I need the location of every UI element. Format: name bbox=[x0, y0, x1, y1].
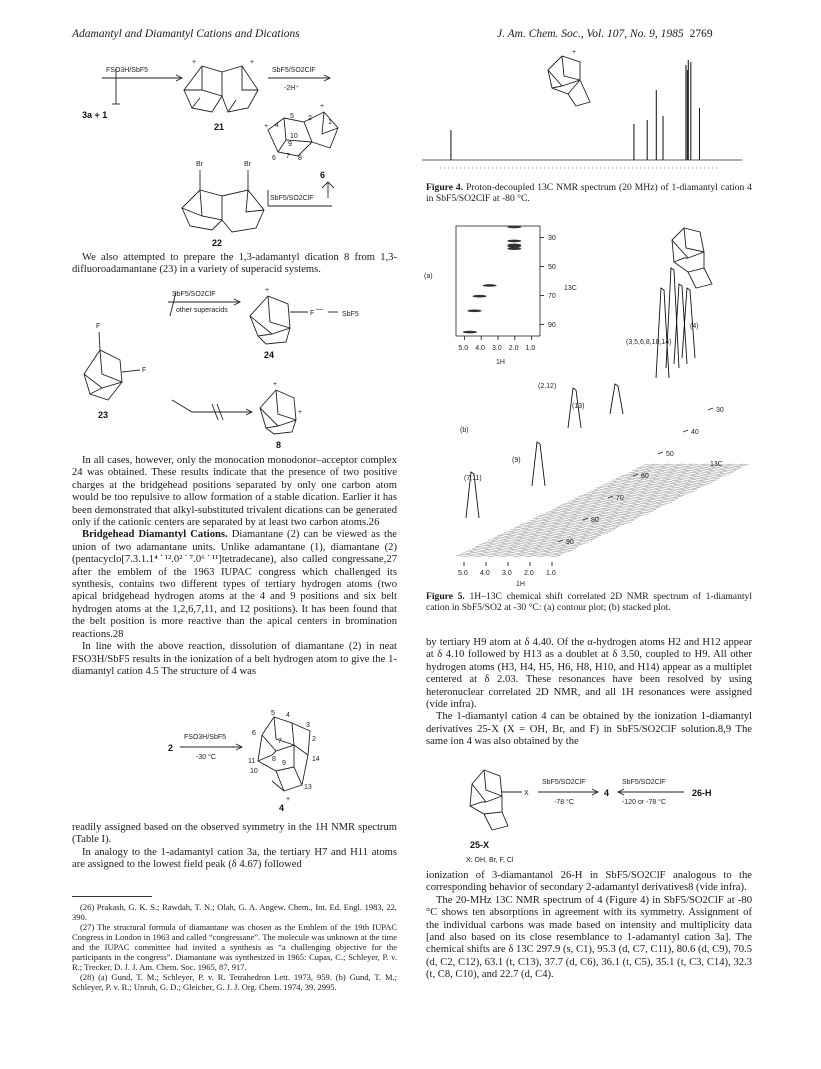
svg-text:6: 6 bbox=[252, 730, 256, 737]
text-para-f: In analogy to the 1-adamantyl cation 3a, the tertiary H7 and H11 atoms are assigned to the lowest field peak (δ 4.67) followed bbox=[72, 846, 397, 871]
stack-trace bbox=[632, 470, 736, 471]
text-para-e: readily assigned based on the observed symmetry in the 1H NMR spectrum (Table I). bbox=[72, 822, 397, 846]
text-para-c: Diamantane (2) can be viewed as the union of two adamantane units. Unlike adamantane (1), diamantane (2) (pentacyclo[7.3.1.1⁴˙¹².0²˙⁷.0⁶˙¹¹]tetradecane), also called congressane,27 after the emblem of the 1963 IUPAC congress which challenged its synthesis, contains two different types of tertiary hydrogen atoms (two apical bridgehead hydrogen atoms at the 4 and 9 positions and six belt hydrogen atoms at the 1,2,6,7,11, and 12 positions). It has been found that the belt position is more reactive than the apical centers in bromination reactions.28 bbox=[72, 529, 397, 640]
text-para-g: by tertiary H9 atom at δ 4.40. Of the α-hydrogen atoms H2 and H12 appear at δ 4.10 followed by H13 as a doublet at δ 3.50, coupled to H9. All other hydrogen atoms (H3, H4, H5, H6, H8, H10, and H14) appear as a multiplet centered at δ 2.03. These resonances have been resolved by using heteronuclear correlated 2D NMR, and all 1H resonances were assigned (vide infra). bbox=[426, 637, 752, 711]
stack-trace bbox=[622, 475, 726, 476]
compound-25-label: 25-X bbox=[470, 840, 490, 850]
svg-text:+: + bbox=[265, 287, 270, 294]
stack-trace bbox=[587, 492, 691, 493]
stack-trace bbox=[517, 526, 621, 527]
carbon-tick-label: 50 bbox=[548, 264, 556, 272]
compound-23-label: 23 bbox=[98, 410, 109, 420]
dibromide-22-structure bbox=[182, 170, 264, 232]
diamantyl-cation-4-structure bbox=[248, 710, 320, 803]
svg-text:10: 10 bbox=[290, 133, 298, 140]
proton-tick-label: 5.0 bbox=[458, 345, 469, 352]
stack-trace bbox=[523, 523, 627, 524]
peak-label-4: (4) bbox=[690, 323, 699, 330]
running-header-left: Adamantyl and Diamantyl Cations and Dications bbox=[72, 28, 300, 40]
reagent-25-2: SbF5/SO2ClF bbox=[622, 779, 666, 786]
stack-trace bbox=[475, 546, 579, 547]
scheme-4 bbox=[72, 705, 397, 813]
panel-a-label: (a) bbox=[424, 273, 433, 280]
contour-peaks bbox=[463, 226, 521, 334]
scheme-top bbox=[72, 48, 402, 248]
stack-peak bbox=[610, 384, 623, 414]
contour-spot bbox=[507, 244, 521, 247]
journal-citation: J. Am. Chem. Soc., Vol. 107, No. 9, 1985 bbox=[497, 28, 684, 40]
svg-text:14: 14 bbox=[312, 756, 320, 763]
figure-4-caption-text: Proton-decoupled 13C NMR spectrum (20 MHz) of 1-diamantyl cation 4 in SbF5/SO2ClF at -80 °C. bbox=[426, 182, 752, 205]
stack-trace bbox=[603, 484, 707, 485]
proton-axis-label: 1H bbox=[496, 359, 505, 366]
contour-spot bbox=[463, 331, 477, 334]
paragraph-right-2 bbox=[426, 870, 752, 982]
carbon-tick-label: 70 bbox=[548, 292, 556, 300]
proton-axis-ticks bbox=[458, 336, 535, 352]
stack-trace bbox=[635, 469, 739, 470]
stack-trace bbox=[507, 531, 611, 532]
text-para-a: We also attempted to prepare the 1,3-adamantyl dication 8 from 1,3-difluoroadamantane (23) in a variety of superacid systems. bbox=[72, 252, 397, 276]
text-para-h: The 1-diamantyl cation 4 can be obtained by the ionization 1-diamantyl derivatives 25-X (X = OH, Br, and F) in SbF5/SO2ClF solution.8,9 The same ion 4 was also obtained by the bbox=[426, 711, 752, 748]
contour-spot bbox=[483, 284, 497, 287]
reagent-right-sub: -2H⁺ bbox=[284, 85, 299, 92]
svg-text:5: 5 bbox=[290, 113, 294, 120]
svg-text:7: 7 bbox=[286, 153, 290, 160]
stack-trace bbox=[555, 507, 659, 508]
scheme-mid bbox=[72, 282, 402, 450]
carbon-tick-label: 30 bbox=[548, 235, 556, 243]
stack-trace bbox=[494, 537, 598, 538]
reagent-25-1: SbF5/SO2ClF bbox=[542, 779, 586, 786]
footnote-27: (27) The structural formula of diamantane was chosen as the Emblem of the 19th IUPAC Congress in London in 1963 and called “congressane”. The molecule was unknown at the time and the IUPAC committee had invited a synthesis as “a challenging objective for the participants in the congress”. Diamantane was synthesized in 1965: Cupas, C.; Schleyer, P. v. R.; Trecker, D. J. J. Am. Chem. Soc. 1965, 87, 917. bbox=[72, 922, 397, 972]
stack-trace bbox=[606, 483, 710, 484]
reagent-left: FSO3H/SbF5 bbox=[106, 67, 149, 74]
contour-spot bbox=[507, 240, 521, 243]
proton-tick-label: 4.0 bbox=[475, 345, 485, 352]
contour-spot bbox=[467, 310, 481, 313]
section-heading: Bridgehead Diamantyl Cations. bbox=[82, 529, 228, 541]
stack-trace bbox=[558, 506, 662, 507]
stack-carbon-tick-label: 80 bbox=[591, 517, 599, 524]
dication-21-structure bbox=[184, 59, 258, 112]
stack-proton-ticks bbox=[458, 562, 556, 577]
compound-4-label: 4 bbox=[279, 803, 285, 813]
text-para-i: ionization of 3-diamantanol 26-H in SbF5/SO2ClF analogous to the corresponding behavior of secondary 2-adamantyl derivatives8 (vide infra). bbox=[426, 870, 752, 894]
peak-label-9: (9) bbox=[512, 457, 521, 464]
scheme-25 bbox=[426, 762, 752, 866]
figure-4-spectrum bbox=[420, 48, 750, 178]
product-4-label: 4 bbox=[604, 788, 610, 798]
reagent-4: FSO3H/SbF5 bbox=[184, 734, 227, 741]
spectrum-peaks bbox=[451, 60, 700, 160]
reagent-right: SbF5/SO2ClF bbox=[272, 67, 316, 74]
stack-trace bbox=[469, 549, 573, 550]
reagent-top-mid: SbF5/SO2ClF bbox=[172, 291, 216, 298]
stack-trace bbox=[594, 489, 698, 490]
complex-24-structure bbox=[250, 287, 308, 344]
diamantane-2-label: 2 bbox=[168, 743, 174, 753]
reagent-22: SbF5/SO2ClF bbox=[270, 195, 314, 202]
proton-tick-label: 3.0 bbox=[492, 345, 502, 352]
contour-spot bbox=[507, 247, 521, 250]
svg-text:+: + bbox=[320, 103, 325, 110]
svg-text:9: 9 bbox=[282, 760, 286, 767]
paragraph-right-1 bbox=[426, 637, 752, 749]
peak-label-13: (13) bbox=[572, 403, 585, 410]
figure-4-label: Figure 4. bbox=[426, 182, 464, 193]
stack-trace bbox=[504, 532, 608, 533]
footnote-28: (28) (a) Gund, T. M.; Schleyer, P. v. R. Tetrahedron Lett. 1973, 959. (b) Gund, T. M.; Schleyer, P. v. R.; Unruh, G. D.; Gleicher, G. J. J. Org. Chem. 1974, 39, 2995. bbox=[72, 972, 397, 992]
dication-6-structure bbox=[264, 103, 338, 162]
paragraph-monocation bbox=[72, 455, 397, 678]
stack-carbon-axis-label: 13C bbox=[710, 461, 723, 468]
stack-carbon-tick bbox=[658, 452, 663, 454]
figure-5-2d-nmr bbox=[420, 218, 750, 590]
stack-trace bbox=[520, 524, 624, 525]
stack-proton-tick-label: 3.0 bbox=[502, 570, 512, 577]
text-para-b: In all cases, however, only the monocation monodonor–acceptor complex 24 was obtained. These results indicate that the presence of two positive charges at the bridgehead positions separated by only one carbon atom would be too repulsive to allow formation of a stable dication. Earlier it has been demonstrated that alkyl-substituted trivalent dications can be generated only if the cationic centers are separated by at least two carbon atoms.26 bbox=[72, 455, 397, 529]
figure-4-molecule bbox=[548, 49, 590, 106]
svg-text:+: + bbox=[298, 409, 303, 416]
stack-carbon-ticks bbox=[558, 407, 724, 546]
stack-trace bbox=[642, 466, 746, 467]
dication-8-structure bbox=[260, 381, 302, 434]
svg-text:+: + bbox=[572, 49, 577, 56]
figure-5-caption-text: 1H–13C chemical shift correlated 2D NMR spectrum of 1-diamantyl cation in SbF5/SO2 at -30 °C: (a) contour plot; (b) stacked plot. bbox=[426, 591, 752, 614]
peak-label-2-12: (2,12) bbox=[538, 383, 557, 390]
svg-text:4: 4 bbox=[286, 712, 290, 719]
stack-trace bbox=[578, 497, 682, 498]
running-header-right bbox=[497, 28, 713, 40]
stack-trace bbox=[472, 548, 576, 549]
svg-text:10: 10 bbox=[250, 768, 258, 775]
stack-carbon-tick-label: 90 bbox=[566, 539, 574, 546]
stack-trace bbox=[590, 490, 694, 491]
footnotes bbox=[72, 902, 397, 992]
stack-carbon-tick-label: 50 bbox=[666, 451, 674, 458]
stack-peak bbox=[674, 284, 687, 364]
stack-peak bbox=[656, 288, 669, 378]
stack-trace bbox=[456, 555, 560, 556]
stack-trace bbox=[549, 511, 653, 512]
paragraph-assignment bbox=[72, 822, 397, 872]
svg-text:8: 8 bbox=[298, 155, 302, 162]
reactants-label: 3a + 1 bbox=[82, 110, 108, 120]
contour-spot bbox=[507, 226, 521, 229]
svg-text:+: + bbox=[264, 123, 269, 130]
svg-text:9: 9 bbox=[288, 141, 292, 148]
stack-trace bbox=[526, 521, 630, 522]
figure-5-molecule bbox=[672, 228, 712, 288]
bromine-right: Br bbox=[244, 161, 251, 168]
figure-5-label: Figure 5. bbox=[426, 591, 465, 602]
page-number: 2769 bbox=[689, 28, 713, 40]
stack-trace bbox=[584, 493, 688, 494]
stack-proton-tick-label: 1.0 bbox=[546, 570, 556, 577]
svg-text:+: + bbox=[273, 381, 278, 388]
stack-trace bbox=[459, 554, 563, 555]
temp-25-2: -120 or -78 °C bbox=[622, 799, 667, 806]
footnote-26: (26) Prakash, G. K. S.; Rawdah, T. N.; Olah, G. A. Angew. Chem., Int. Ed. Engl. 1983, 22, 390. bbox=[72, 902, 397, 922]
stack-trace bbox=[462, 552, 566, 553]
stack-trace bbox=[613, 480, 717, 481]
stack-trace bbox=[600, 486, 704, 487]
fluorine-23-side: F bbox=[142, 367, 147, 374]
stack-carbon-tick-label: 60 bbox=[641, 473, 649, 480]
stack-trace bbox=[542, 514, 646, 515]
stack-trace bbox=[530, 520, 634, 521]
fluorine-23-top: F bbox=[96, 323, 101, 330]
stack-peak bbox=[532, 442, 545, 486]
svg-text:+: + bbox=[192, 59, 197, 66]
stack-trace bbox=[491, 538, 595, 539]
stack-trace bbox=[514, 528, 618, 529]
stack-trace bbox=[466, 551, 570, 552]
carbon-tick-label: 90 bbox=[548, 321, 556, 329]
contour-spot bbox=[473, 295, 487, 298]
stack-trace bbox=[536, 517, 640, 518]
substituent-x: X bbox=[524, 790, 529, 797]
stack-trace bbox=[488, 540, 592, 541]
temp-4: -30 °C bbox=[196, 754, 216, 761]
carbon-axis-label: 13C bbox=[564, 285, 577, 292]
difluoro-23-structure bbox=[84, 332, 140, 400]
svg-text:3: 3 bbox=[306, 722, 310, 729]
text-para-c-wrap bbox=[72, 529, 397, 641]
svg-text:—: — bbox=[316, 306, 323, 313]
proton-tick-label: 2.0 bbox=[508, 345, 519, 352]
svg-text:4: 4 bbox=[275, 122, 279, 129]
stack-trace bbox=[501, 534, 605, 535]
stack-trace bbox=[581, 495, 685, 496]
svg-text:2: 2 bbox=[308, 115, 312, 122]
reagent-bottom-mid: other superacids bbox=[176, 307, 228, 314]
bromine-left: Br bbox=[196, 161, 203, 168]
panel-b-label: (b) bbox=[460, 427, 469, 434]
svg-text:13: 13 bbox=[304, 784, 312, 791]
stack-carbon-tick-label: 30 bbox=[716, 407, 724, 414]
compound-26-label: 26-H bbox=[692, 788, 712, 798]
compound-24-label: 24 bbox=[264, 350, 275, 360]
figure-5-caption bbox=[426, 591, 752, 613]
carbon-axis-ticks bbox=[540, 235, 556, 329]
stack-trace bbox=[638, 467, 742, 468]
svg-text:2: 2 bbox=[312, 736, 316, 743]
svg-text:6: 6 bbox=[272, 155, 276, 162]
compound-22-label: 22 bbox=[212, 238, 223, 248]
svg-text:7: 7 bbox=[278, 738, 282, 745]
stack-proton-axis-label: 1H bbox=[516, 581, 525, 588]
compound-8-label: 8 bbox=[276, 440, 282, 450]
stack-carbon-tick bbox=[708, 408, 713, 410]
stack-trace bbox=[610, 481, 714, 482]
stack-trace bbox=[616, 478, 720, 479]
text-para-d: In line with the above reaction, dissolution of diamantane (2) in neat FSO3H/SbF5 results in the ionization of a belt hydrogen atom to give the 1-diamantyl cation 4.5 The structure of 4 was bbox=[72, 641, 397, 677]
compound-6-label: 6 bbox=[320, 170, 326, 180]
stack-trace bbox=[546, 512, 650, 513]
svg-text:+: + bbox=[286, 796, 291, 803]
svg-text:+: + bbox=[250, 59, 255, 66]
svg-text:1: 1 bbox=[328, 119, 332, 126]
proton-tick-label: 1.0 bbox=[525, 345, 536, 352]
fluorine-24: F bbox=[310, 310, 315, 317]
stack-trace bbox=[510, 529, 614, 530]
diamantyl-25-structure bbox=[470, 770, 522, 830]
stack-trace bbox=[645, 464, 749, 465]
figure-4-caption bbox=[426, 182, 752, 204]
stack-proton-tick-label: 4.0 bbox=[480, 570, 490, 577]
stack-proton-tick-label: 2.0 bbox=[524, 570, 534, 577]
temp-25-1: -78 °C bbox=[554, 799, 574, 806]
compound-21-label: 21 bbox=[214, 122, 225, 132]
stacked-plot bbox=[456, 268, 749, 557]
svg-text:8: 8 bbox=[272, 756, 276, 763]
stack-proton-tick-label: 5.0 bbox=[458, 570, 468, 577]
stack-trace bbox=[552, 509, 656, 510]
stack-trace bbox=[574, 498, 678, 499]
substituent-list: X: OH, Br, F, Cl bbox=[466, 857, 514, 864]
stack-trace bbox=[562, 504, 666, 505]
stack-trace bbox=[597, 487, 701, 488]
footnote-rule bbox=[72, 896, 152, 897]
stack-trace bbox=[498, 535, 602, 536]
stack-carbon-tick-label: 40 bbox=[691, 429, 699, 436]
peak-label-7-11: (7,11) bbox=[464, 475, 482, 482]
paragraph-difluoro bbox=[72, 252, 397, 277]
stack-trace bbox=[565, 503, 669, 504]
stack-trace bbox=[619, 476, 723, 477]
peak-label-3-5-6-8-10-14: (3,5,6,8,10,14) bbox=[626, 339, 672, 346]
stack-carbon-tick-label: 70 bbox=[616, 495, 624, 502]
stack-carbon-tick bbox=[683, 430, 688, 432]
svg-text:5: 5 bbox=[271, 710, 275, 717]
text-para-j: The 20-MHz 13C NMR spectrum of 4 (Figure 4) in SbF5/SO2ClF at -80 °C shows ten absorptions in agreement with its symmetry. Assignment of the individual carbons was made based on intensity and multiplicity data [and also based on its close resemblance to 1-adamantyl cation 3a]. The chemical shifts are δ 13C 297.9 (s, C1), 95.3 (d, C7, C11), 80.6 (d, C9), 70.5 (d, C2, C12), 63.1 (t, C13), 37.7 (d, C6), 36.1 (t, C5), 35.1 (t, C3, C14), 32.3 (t, C8, C10), and 22.7 (d, C4). bbox=[426, 894, 752, 981]
sbf5-label: SbF5 bbox=[342, 311, 359, 318]
svg-text:11: 11 bbox=[248, 758, 256, 765]
